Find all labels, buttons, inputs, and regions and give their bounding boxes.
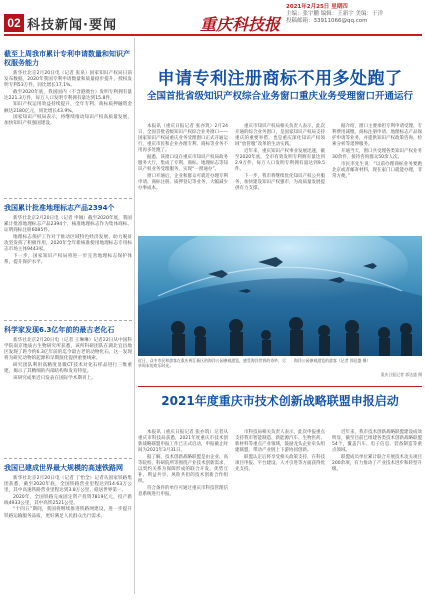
paragraph: 重庆市知识产权局相关负责人表示，此次开通的综合业务窗口，是国家知识产权局支持重庆的重要举措，也是重庆深化知识产权领域“放管服”改革的生动实践。 — [235, 124, 325, 148]
page-number: 02 — [4, 14, 24, 32]
header-info — [286, 4, 422, 25]
section-title: 科技新闻·要闻 — [27, 18, 117, 33]
paragraph: 下一步，国家知识产权局将进一步完善地理标志保护体系，提升保护水平。 — [4, 253, 132, 265]
second-article-column-3 — [332, 430, 422, 474]
news-photo-block — [138, 236, 422, 380]
paragraph: 市科技局相关负责人表示，此次申报重点支持我市智能制造、新能源汽车、生物医药、新材料等重点产业领域，鼓励龙头企业牵头组建联盟，带动产业链上下游协同创新。 — [235, 430, 325, 454]
page-header — [0, 0, 425, 36]
article-column-3 — [332, 124, 422, 180]
divider — [4, 198, 132, 199]
aquarium-illustration — [138, 236, 422, 356]
brief-title: 我国累计批准地理标志产品2394个 — [4, 204, 115, 212]
paragraph: 据悉，该窗口设在重庆市知识产权局政务服务大厅，集成了专利、商标、地理标志等知识产权业务受理服务，实现“一窗通办”。 — [138, 154, 228, 173]
brief-body — [4, 476, 132, 520]
paragraph: 本报讯（重庆日报记者 张亦筑）2月24日，全国首批省级知识产权综合业务窗口——国家知识产权局重庆业务受理窗口正式开通运行，重庆市民和企业办理专利、商标等业务不用再多处跑了。 — [138, 124, 228, 154]
paragraph: 新华社北京2月20日电（记者 申铖）截至2020年底，我国累计批准地理标志产品2394个，核准地理标志作为集体商标、证明商标注册6085件。 — [4, 216, 132, 234]
paragraph: 新华社北京2月20日电（记者 张泉）国家知识产权局日前发布数据，2020年我国专利申请数量和质量稳步提升，授权发明专利53万件，同比增长17.1%。 — [4, 71, 132, 89]
divider — [4, 320, 132, 321]
paragraph: 地理标志保护工作对于推动区域特色经济发展、助力脱贫攻坚发挥了积极作用，2020年全年新核准使用地理标志专用标志市场主体9443家。 — [4, 234, 132, 252]
paragraph: 国家知识产权局表示，将继续推动知识产权高质量发展，加快知识产权强国建设。 — [4, 115, 132, 127]
newspaper-masthead: 重庆科技报 — [200, 15, 281, 34]
brief-title: 科学家发现6.3亿年前的最古老化石 — [4, 326, 115, 334]
column-divider — [134, 38, 135, 594]
paragraph: 该研究成果近日发表在国际学术期刊上。 — [13, 375, 96, 381]
divider — [4, 458, 132, 459]
main-subheadline: 全国首批省级知识产权综合业务窗口重庆业务受理窗口开通运行 — [146, 91, 413, 102]
main-headline: 申请专利注册商标不用多处跑了 — [157, 69, 403, 89]
paragraph: 近年来，我市技术创新战略联盟建设成效明显，截至目前已组建各类技术创新战略联盟54个，覆盖汽车、电子信息、装备制造等重点领域。 — [332, 430, 422, 454]
article-column-2 — [235, 124, 325, 193]
photo-caption: 近日，众多市民和游客在重庆两江新区的海洋公园参观游览，感受海洋世界的奇妙，尽享周末的欢乐时光。 — [138, 358, 286, 369]
paragraph: 本报讯（重庆日报记者 张亦筑）记者从重庆市科技局获悉，2021年度重庆市技术创新战略联盟申报工作已正式启动，申报截止时间为2021年3月31日。 — [138, 430, 228, 454]
brief-body — [4, 71, 132, 127]
brief-title: 我国已建成世界最大规模的高速铁路网 — [4, 464, 123, 472]
paragraph: 市民李先生说：“以前办理商标业务要跑北京或者邮寄材料，现在家门口就能办理，非常方便。” — [332, 161, 422, 179]
paragraph: 新华社北京2月20日电（记者 王琳琳）记者22日从中国科学院南京地质古生物研究所获悉，该所科研团队在湖北宜昌地区发现了距今约6.3亿年前的迄今最古老的动物化石，这一发现将为研究动物的起源和早期演化提供重要线索。 — [4, 338, 132, 362]
paragraph: 新华社北京2月20日电（记者 丁怡全）记者从国家铁路集团获悉，截至2020年底，全国铁路营业里程达到14.63万公里，其中高速铁路营业里程达到3.8万公里，稳居世界第一。 — [4, 476, 132, 494]
paragraph: 联盟认定后将享受相关政策支持，在科技项目申报、平台建设、人才引进等方面获得优先支持。 — [235, 454, 325, 473]
issue-date: 2021年2月25日 星期四 — [286, 4, 348, 10]
paragraph: 研究团队利用高精度显微CT技术对化石样品进行三维重建，揭示了其精细的内部结构和发育特征。 — [4, 362, 132, 374]
second-article-column-2 — [235, 430, 325, 474]
aquarium-photo — [138, 236, 422, 356]
article-column-1 — [138, 124, 228, 193]
paragraph: 符合条件的单位可通过重庆市科技管理信息系统进行申报。 — [138, 485, 228, 497]
second-headline: 2021年度重庆市技术创新战略联盟申报启动 — [161, 394, 399, 408]
paragraph: 据了解，技术创新战略联盟是由企业、高等院校、科研院所等围绕产业技术创新需求，以契约关系为保障形成的联合开发、优势互补、利益共享、风险共担的技术创新合作组织。 — [138, 454, 228, 485]
paragraph: 窗口开通后，企业和群众可就近办理专利申请、商标注册、质押登记等业务，大幅减少办事成本。 — [138, 173, 228, 191]
paragraph: 截至2020年底，我国国内（不含港澳台）发明专利拥有量达221.3万件，每万人口发明专利拥有量达到15.8件。 — [4, 89, 132, 101]
editor-line: 主编：张宇鹏 编辑：王新宇 美编：于洋 — [286, 11, 383, 17]
brief-story-1 — [4, 50, 132, 128]
section-divider — [138, 386, 422, 387]
contact-email: 投稿邮箱：33911066@qq.com — [286, 18, 368, 24]
brief-story-4 — [4, 464, 132, 520]
paragraph: 近年来，重庆知识产权事业发展迅速，截至2020年底，全市有效发明专利拥有量达到2.9万件，每万人口发明专利拥有量达到9.5件。 — [235, 148, 325, 173]
header-rule — [4, 34, 422, 36]
brief-body — [4, 216, 132, 266]
second-article-column-1 — [138, 430, 228, 499]
photo-credit: 重庆日报记者 郭达盛 摄 — [380, 372, 422, 377]
paragraph: 据介绍，窗口主要承担专利申请受理、专利费用减缴、商标注册申请、地理标志产品保护申请等业务，并提供知识产权政策咨询、检索分析等延伸服务。 — [332, 124, 422, 148]
paragraph: 开通当天，窗口共受理各类知识产权业务30余件，接待咨询群众50余人次。 — [332, 148, 422, 160]
photo-caption-secondary: 海洋公园参观游览的游客（记者 郭达盛 摄） — [294, 358, 371, 363]
left-news-column — [4, 38, 132, 596]
paragraph: 下一步，我市将继续优化知识产权公共服务，加快建设知识产权强市，为高质量发展提供有力支撑。 — [235, 173, 325, 191]
brief-story-3 — [4, 326, 132, 382]
paragraph: 联盟成员单位累计联合开展技术攻关项目200余项，有力推动了产业技术进步和转型升级。 — [332, 454, 422, 473]
paragraph: 知识产权运用效益持续提升，全年专利、商标质押融资金额达2180亿元，同比增长43.9%。 — [4, 102, 132, 114]
brief-story-2 — [4, 204, 132, 266]
brief-title: 截至上周我市累计专利申请数量和知识产权服务能力 — [4, 50, 130, 67]
brief-body — [4, 338, 132, 382]
paragraph: “十四五”期间，我国将继续推进铁路网建设，进一步提升铁路运输服务品质，更好满足人民群众出行需求。 — [4, 507, 132, 519]
paragraph: 2020年，全国铁路完成固定资产投资7819亿元，投产新线4933公里，其中高铁2521公里。 — [4, 494, 132, 506]
